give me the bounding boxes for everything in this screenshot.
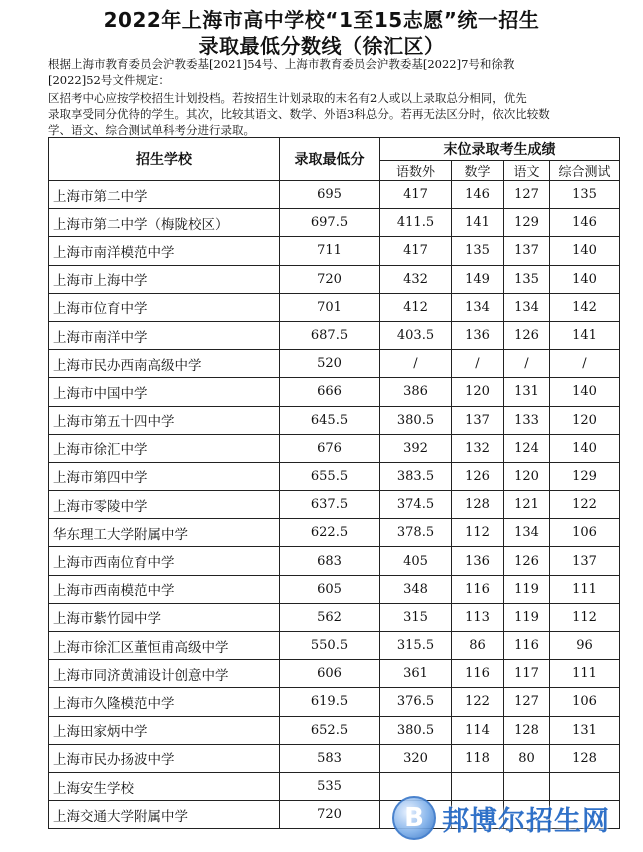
cell-school: 上海市中国中学 bbox=[49, 378, 280, 406]
cell-school: 上海市第二中学 bbox=[49, 181, 280, 209]
cell-comprehensive: 122 bbox=[550, 491, 620, 519]
cell-math: / bbox=[452, 350, 504, 378]
cell-chinese: 116 bbox=[504, 632, 550, 660]
cell-math: 86 bbox=[452, 632, 504, 660]
cell-math: 114 bbox=[452, 716, 504, 744]
cell-ysw: 432 bbox=[380, 265, 452, 293]
header-last-admitted-group: 末位录取考生成绩 bbox=[380, 138, 620, 161]
cell-math: 116 bbox=[452, 660, 504, 688]
cell-math: 120 bbox=[452, 378, 504, 406]
document-title-line2: 录取最低分数线（徐汇区） bbox=[198, 34, 445, 58]
cell-min-score: 695 bbox=[280, 181, 380, 209]
cell-comprehensive: 142 bbox=[550, 293, 620, 321]
cell-school: 上海市同济黄浦设计创意中学 bbox=[49, 660, 280, 688]
cell-chinese: / bbox=[504, 350, 550, 378]
cell-school: 上海田家炳中学 bbox=[49, 716, 280, 744]
cell-chinese: 134 bbox=[504, 293, 550, 321]
cell-math: 137 bbox=[452, 406, 504, 434]
table-row bbox=[49, 632, 620, 660]
cell-min-score: 535 bbox=[280, 772, 380, 800]
cell-ysw: 378.5 bbox=[380, 519, 452, 547]
cell-math: 136 bbox=[452, 547, 504, 575]
cell-chinese: 126 bbox=[504, 321, 550, 349]
cell-ysw: / bbox=[380, 350, 452, 378]
cell-comprehensive: 120 bbox=[550, 406, 620, 434]
cell-ysw: 380.5 bbox=[380, 406, 452, 434]
table-row bbox=[49, 209, 620, 237]
cell-school: 上海市位育中学 bbox=[49, 293, 280, 321]
cell-math: 146 bbox=[452, 181, 504, 209]
header-school: 招生学校 bbox=[49, 138, 280, 181]
table-row bbox=[49, 547, 620, 575]
cell-min-score: 605 bbox=[280, 575, 380, 603]
table-row bbox=[49, 237, 620, 265]
cell-school: 上海市徐汇区董恒甫高级中学 bbox=[49, 632, 280, 660]
document-title-line1: 2022年上海市高中学校“1至15志愿”统一招生 bbox=[103, 8, 540, 32]
cell-math: 112 bbox=[452, 519, 504, 547]
cell-chinese: 80 bbox=[504, 744, 550, 772]
table-row bbox=[49, 462, 620, 490]
cell-ysw: 315.5 bbox=[380, 632, 452, 660]
cell-school: 上海市徐汇中学 bbox=[49, 434, 280, 462]
cell-comprehensive: 111 bbox=[550, 660, 620, 688]
cell-comprehensive: 146 bbox=[550, 209, 620, 237]
site-watermark bbox=[392, 790, 642, 846]
cell-chinese: 119 bbox=[504, 603, 550, 631]
cell-min-score: 711 bbox=[280, 237, 380, 265]
table-row bbox=[49, 603, 620, 631]
cell-ysw: 348 bbox=[380, 575, 452, 603]
cell-min-score: 683 bbox=[280, 547, 380, 575]
cell-comprehensive: 131 bbox=[550, 716, 620, 744]
table-body bbox=[49, 181, 620, 829]
header-min-score: 录取最低分 bbox=[280, 138, 380, 181]
cell-ysw: 411.5 bbox=[380, 209, 452, 237]
cell-min-score: 676 bbox=[280, 434, 380, 462]
score-table bbox=[48, 137, 620, 829]
header-subject-ysw: 语数外 bbox=[380, 161, 452, 181]
cell-chinese: 129 bbox=[504, 209, 550, 237]
cell-school: 上海市紫竹园中学 bbox=[49, 603, 280, 631]
cell-ysw: 383.5 bbox=[380, 462, 452, 490]
cell-math: 122 bbox=[452, 688, 504, 716]
cell-math: 116 bbox=[452, 575, 504, 603]
cell-school: 上海市零陵中学 bbox=[49, 491, 280, 519]
cell-school: 华东理工大学附属中学 bbox=[49, 519, 280, 547]
cell-school: 上海市西南位育中学 bbox=[49, 547, 280, 575]
cell-ysw: 386 bbox=[380, 378, 452, 406]
cell-ysw: 412 bbox=[380, 293, 452, 321]
table-row bbox=[49, 575, 620, 603]
cell-ysw: 417 bbox=[380, 181, 452, 209]
rule-paragraph: 区招考中心应按学校招生计划投档。若按招生计划录取的末名有2人或以上录取总分相同，优先 录取享受同分优待的学生。其次，比较其语文、数学、外语3科总分。若再无法区分时，依次比较数 学、语文、综合测试单科考分进行录取。 bbox=[48, 91, 550, 137]
cell-chinese: 135 bbox=[504, 265, 550, 293]
cell-math: 149 bbox=[452, 265, 504, 293]
cell-school: 上海市第二中学（梅陇校区） bbox=[49, 209, 280, 237]
cell-min-score: 697.5 bbox=[280, 209, 380, 237]
cell-comprehensive: 111 bbox=[550, 575, 620, 603]
header-subject-chinese: 语文 bbox=[504, 161, 550, 181]
table-row bbox=[49, 293, 620, 321]
cell-chinese: 134 bbox=[504, 519, 550, 547]
cell-ysw: 374.5 bbox=[380, 491, 452, 519]
site-logo-icon: B bbox=[392, 796, 436, 840]
cell-ysw: 376.5 bbox=[380, 688, 452, 716]
cell-min-score: 622.5 bbox=[280, 519, 380, 547]
cell-school: 上海市西南模范中学 bbox=[49, 575, 280, 603]
cell-school: 上海市南洋中学 bbox=[49, 321, 280, 349]
cell-comprehensive: 96 bbox=[550, 632, 620, 660]
cell-school: 上海市民办扬波中学 bbox=[49, 744, 280, 772]
cell-school: 上海安生学校 bbox=[49, 772, 280, 800]
cell-min-score: 666 bbox=[280, 378, 380, 406]
cell-min-score: 606 bbox=[280, 660, 380, 688]
cell-school: 上海市民办西南高级中学 bbox=[49, 350, 280, 378]
cell-math: 126 bbox=[452, 462, 504, 490]
table-row bbox=[49, 181, 620, 209]
cell-ysw: 403.5 bbox=[380, 321, 452, 349]
cell-chinese: 124 bbox=[504, 434, 550, 462]
table-row bbox=[49, 716, 620, 744]
table-row bbox=[49, 491, 620, 519]
cell-chinese: 127 bbox=[504, 181, 550, 209]
cell-min-score: 520 bbox=[280, 350, 380, 378]
table-row bbox=[49, 434, 620, 462]
cell-min-score: 652.5 bbox=[280, 716, 380, 744]
cell-comprehensive: 112 bbox=[550, 603, 620, 631]
cell-school: 上海交通大学附属中学 bbox=[49, 801, 280, 829]
cell-school: 上海市久隆模范中学 bbox=[49, 688, 280, 716]
cell-min-score: 550.5 bbox=[280, 632, 380, 660]
cell-math: 135 bbox=[452, 237, 504, 265]
site-watermark-text: 邦博尔招生网 bbox=[442, 805, 610, 837]
cell-math: 118 bbox=[452, 744, 504, 772]
cell-comprehensive: 140 bbox=[550, 434, 620, 462]
header-subject-comprehensive: 综合测试 bbox=[550, 161, 620, 181]
cell-chinese: 131 bbox=[504, 378, 550, 406]
cell-chinese: 119 bbox=[504, 575, 550, 603]
cell-min-score: 637.5 bbox=[280, 491, 380, 519]
cell-ysw: 392 bbox=[380, 434, 452, 462]
cell-comprehensive: 137 bbox=[550, 547, 620, 575]
cell-comprehensive: 106 bbox=[550, 519, 620, 547]
table-row bbox=[49, 321, 620, 349]
cell-ysw: 380.5 bbox=[380, 716, 452, 744]
cell-ysw: 320 bbox=[380, 744, 452, 772]
cell-chinese: 117 bbox=[504, 660, 550, 688]
cell-chinese: 137 bbox=[504, 237, 550, 265]
cell-chinese: 127 bbox=[504, 688, 550, 716]
cell-chinese: 128 bbox=[504, 716, 550, 744]
cell-min-score: 720 bbox=[280, 801, 380, 829]
cell-min-score: 645.5 bbox=[280, 406, 380, 434]
cell-school: 上海市南洋模范中学 bbox=[49, 237, 280, 265]
table-row bbox=[49, 744, 620, 772]
cell-min-score: 720 bbox=[280, 265, 380, 293]
table-row bbox=[49, 406, 620, 434]
cell-chinese: 126 bbox=[504, 547, 550, 575]
intro-paragraph: 根据上海市教育委员会沪教委基[2021]54号、上海市教育委员会沪教委基[2022]7号和徐教 [2022]52号文件规定： bbox=[48, 57, 515, 87]
cell-comprehensive: 129 bbox=[550, 462, 620, 490]
cell-ysw: 405 bbox=[380, 547, 452, 575]
cell-comprehensive: 135 bbox=[550, 181, 620, 209]
cell-math: 132 bbox=[452, 434, 504, 462]
table-row bbox=[49, 660, 620, 688]
cell-school: 上海市第四中学 bbox=[49, 462, 280, 490]
cell-min-score: 562 bbox=[280, 603, 380, 631]
table-row bbox=[49, 519, 620, 547]
table-row bbox=[49, 265, 620, 293]
table-row bbox=[49, 350, 620, 378]
cell-comprehensive: 140 bbox=[550, 378, 620, 406]
table-row bbox=[49, 688, 620, 716]
cell-min-score: 655.5 bbox=[280, 462, 380, 490]
cell-comprehensive: 140 bbox=[550, 265, 620, 293]
cell-math: 134 bbox=[452, 293, 504, 321]
cell-min-score: 619.5 bbox=[280, 688, 380, 716]
cell-comprehensive: 128 bbox=[550, 744, 620, 772]
cell-school: 上海市第五十四中学 bbox=[49, 406, 280, 434]
cell-min-score: 701 bbox=[280, 293, 380, 321]
cell-math: 113 bbox=[452, 603, 504, 631]
cell-min-score: 583 bbox=[280, 744, 380, 772]
cell-comprehensive: / bbox=[550, 350, 620, 378]
cell-math: 141 bbox=[452, 209, 504, 237]
cell-comprehensive: 106 bbox=[550, 688, 620, 716]
cell-ysw: 417 bbox=[380, 237, 452, 265]
cell-comprehensive: 141 bbox=[550, 321, 620, 349]
cell-chinese: 120 bbox=[504, 462, 550, 490]
cell-comprehensive: 140 bbox=[550, 237, 620, 265]
cell-chinese: 133 bbox=[504, 406, 550, 434]
header-subject-math: 数学 bbox=[452, 161, 504, 181]
cell-ysw: 315 bbox=[380, 603, 452, 631]
cell-math: 136 bbox=[452, 321, 504, 349]
cell-ysw: 361 bbox=[380, 660, 452, 688]
cell-chinese: 121 bbox=[504, 491, 550, 519]
table-row bbox=[49, 378, 620, 406]
cell-math: 128 bbox=[452, 491, 504, 519]
cell-min-score: 687.5 bbox=[280, 321, 380, 349]
cell-school: 上海市上海中学 bbox=[49, 265, 280, 293]
